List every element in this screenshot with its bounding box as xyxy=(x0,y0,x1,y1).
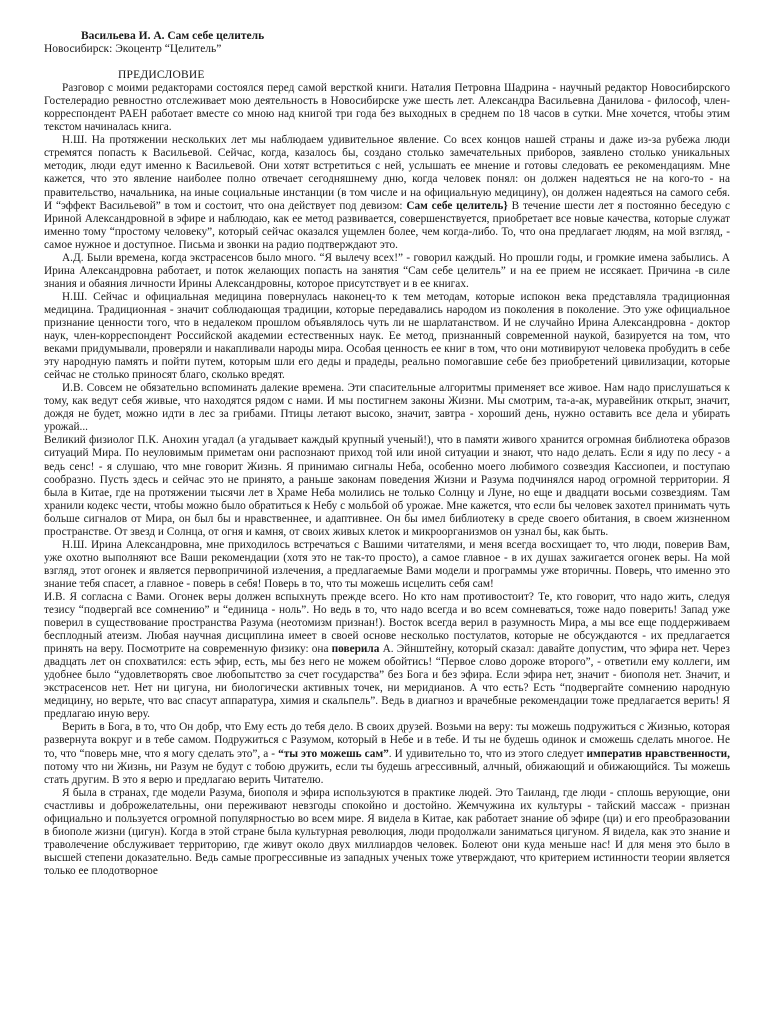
document-body xyxy=(44,82,730,878)
bold-phrase: “ты это можешь сам” xyxy=(278,747,389,760)
bold-phrase: поверила xyxy=(331,643,380,656)
paragraph: Верить в Бога, в то, что Он добр, что Ему есть до тебя дело. В своих друзей. Возьми на веру: ты можешь подружиться с Жизнью, которая развернута вокруг и в тебе самом. Подружиться с Разумом, который в Небе и в тебе. И ты не будешь одинок и сможешь сделать многое. Не то, что “поверь мне, что я могу сделать это”, а - “ты это можешь сам”. И удивительно то, что из этого следует императив нравственности, потому что ни Жизнь, ни Разум не будут с тобою дружить, если ты будешь агрессивный, алчный, обижающий и обижающийся. Ты можешь стать другим. В это я верю и предлагаю верить Читателю. xyxy=(44,721,730,786)
paragraph: И.В. Я согласна с Вами. Огонек веры должен вспыхнуть прежде всего. Но кто нам противостоит? Те, кто говорит, что надо жить, следуя тезису “подвергай все сомнению” и “единица - ноль”. Но ведь в то, что надо всегда и во всем сомневаться, тоже надо поверить! Запад уже поверил в существование пространства Разума (неотомизм признан!). Восток всегда верил в разумность Мира, а мы все еще поддерживаем бесплодный атеизм. Любая научная дисциплина имеет в своей основе несколько постулатов, которые не обсуждаются - их предлагается принять на веру. Посмотрите на современную физику: она поверила А. Эйнштейну, который сказал: давайте допустим, что эфира нет. Через двадцать лет он спохватился: есть эфир, есть, мы без него не можем обойтись! “Первое слово дороже второго”, - ответили ему коллеги, им удобнее было “удовлетворять свое любопытство за счет государства” без Бога и без эфира. Если эфира нет, значит - биополя нет. Значит, и экстрасенсов нет. Нет ни цигуна, ни биологически активных точек, ни меридианов. А что есть? Есть “подвергайте сомнению народную медицину, но верьте, что вас спасут аппаратура, химия и скальпель”. Ведь в диагноз и врачебные рекомендации тоже предлагается верить! Я предлагаю иную веру. xyxy=(44,590,730,721)
paragraph: Великий физиолог П.К. Анохин угадал (а угадывает каждый крупный ученый!), что в памяти живого хранится огромная библиотека образов ситуаций Мира. По неуловимым приметам они распознают приход той или иной ситуации и знают, что надо делать. Если я иду по лесу - а ведь сенс! - я слушаю, что мне говорит Жизнь. Я принимаю сигналы Неба, особенно моего любимого созвездия Кассиопеи, и поступаю сообразно. Пусть здесь и сейчас это не принято, а раньше законам поведения Жизни и Разума подчинялся народ огромной территории. Я была в Китае, где на протяжении тысячи лет в Храме Неба молились не только Солнцу и Луне, но еще и двадцати восьми созвездиям. Там хранили кодекс чести, чтобы можно было обратиться к Небу с мольбой об урожае. Мне кажется, что если бы человек захотел принимать чуть больше сигналов от Мира, он был бы и нравственнее, и адаптивнее. Он бы имел библиотеку в среде своего обитания, в своем жизненном пространстве. От звезд и Солнца, от огня и камня, от своих живых клеток и микроорганизмов он узнал бы, как быть. xyxy=(44,434,730,538)
bold-phrase: Сам себе целитель} xyxy=(406,199,508,212)
book-publisher: Новосибирск: Экоцентр “Целитель” xyxy=(44,43,222,56)
paragraph: Н.Ш. Ирина Александровна, мне приходилось встречаться с Вашими читателями, и меня всегда восхищает то, что люди, поверив Вам, уже охотно выполняют все Ваши рекомендации (хотя это не так-то просто), а самое главное - в их душах зажигается огонек веры. На мой взгляд, этот огонек и является первопричиной излечения, а предлагаемые Вами модели и программы уже вторичны. Поверь, что именно это знание тебя спасет, а главное - поверь в себя! Поверь в то, что ты можешь исцелить себя сам! xyxy=(44,538,730,590)
section-title: ПРЕДИСЛОВИЕ xyxy=(118,69,205,82)
paragraph: Н.Ш. На протяжении нескольких лет мы наблюдаем удивительное явление. Со всех концов нашей страны и даже из-за рубежа люди стремятся попасть к Васильевой. Сейчас, когда, казалось бы, создано столько замечательных приборов, заявлено столько уникальных методик, люди едут именно к Васильевой. Они хотят встретиться с ней, услышать ее мнение и готовы следовать ее рекомендациям. Мне кажется, что это явление наиболее полно отвечает сегодняшнему дню, когда человек понял: он должен надеяться не на кого-то - на правительство, начальника, на иные социальные инстанции (в том числе и на официальную медицину), он должен надеяться на самого себя. И “эффект Васильевой” в том и состоит, что она действует под девизом: Сам себе целитель} В течение шести лет я постоянно беседую с Ириной Александровной в эфире и наблюдаю, как ее метод развивается, совершенствуется, приобретает все новые качества, которые служат именно тому “простому человеку”, который сейчас оказался ущемлен более, чем когда-либо. То, что она предлагает людям, на мой взгляд, - самое нужное и доступное. Письма и звонки на радио подтверждают это. xyxy=(44,134,730,251)
paragraph: Я была в странах, где модели Разума, биополя и эфира используются в практике людей. Это Таиланд, где люди - сплошь верующие, они счастливы и доброжелательны, они переживают невзгоды спокойно и достойно. Жемчужина их культуры - тайский массаж - признан официально и пользуется огромной популярностью во всем мире. Я видела в Китае, как работает знание об эфире (ци) и его преобразовании в биополе жизни (цигун). Когда в этой стране была культурная революция, люди продолжали заниматься цигуном. Я видела, как это знание и траволечение обслуживает территорию, где живут около двух миллиардов человек. Болеют они куда меньше нас! И для меня это было в высшей степени доказательно. Ведь самые прогрессивные из западных ученых тоже утверждают, что критерием истинности теории является только ее плодотворное xyxy=(44,786,730,877)
paragraph: Разговор с моими редакторами состоялся перед самой версткой книги. Наталия Петровна Шадрина - научный редактор Новосибирского Гостелерадио ревностно отслеживает мою деятельность в Новосибирске уже шесть лет. Александра Васильевна Данилова - философ, член-корреспондент РАЕН работает вместе со мною над книгой три года без выходных в среднем по 18 часов в сутки. Мне хочется, чтобы этим текстом начиналась книга. xyxy=(44,82,730,134)
bold-phrase: императив нравственности, xyxy=(586,747,730,760)
book-author-title: Васильева И. А. Сам себе целитель xyxy=(81,30,265,42)
paragraph: А.Д. Были времена, когда экстрасенсов было много. “Я вылечу всех!” - говорил каждый. Но прошли годы, и громкие имена забылись. А Ирина Александровна работает, и поток желающих попасть на занятия “Сам себе целитель” и на ее прием не иссякает. Причина -в силе знания и обаяния личности Ирины Александровны, которое присутствует и в ее книгах. xyxy=(44,251,730,290)
paragraph: Н.Ш. Сейчас и официальная медицина повернулась наконец-то к тем методам, которые испокон века представляла традиционная медицина. Традиционная - значит соблюдающая традиции, которые передавались народом из поколения в поколение. Это уже официальное признание ценности того, что в недалеком прошлом объявлялось чуть ли не шарлатанством. И не случайно Ирина Александровна - доктор наук, член-корреспондент Российской академии естественных наук. Ее метод, признанный современной наукой, базируется на том, что веками придумывали, проверяли и накапливали народы мира. Особая ценность ее книг в том, что они мотивируют человека пробудить в себе эту народную память и пойти путем, которым шли его деды и прадеды, реально помогавшие себе без приобретений цивилизации, которые сейчас не столько приносят благо, сколько вредят. xyxy=(44,290,730,382)
paragraph: И.В. Совсем не обязательно вспоминать далекие времена. Эти спасительные алгоритмы применяет все живое. Нам надо прислушаться к тому, как ведут себя живые, что находятся рядом с нами. И мы постигнем законы Жизни. Мы смотрим, та-а-ак, муравейник открыт, значит, дождя не будет, можно идти в лес за грибами. Птицы летают высоко, значит, завтра - хороший день, нужно оставить все дела и убирать урожай... xyxy=(44,382,730,434)
